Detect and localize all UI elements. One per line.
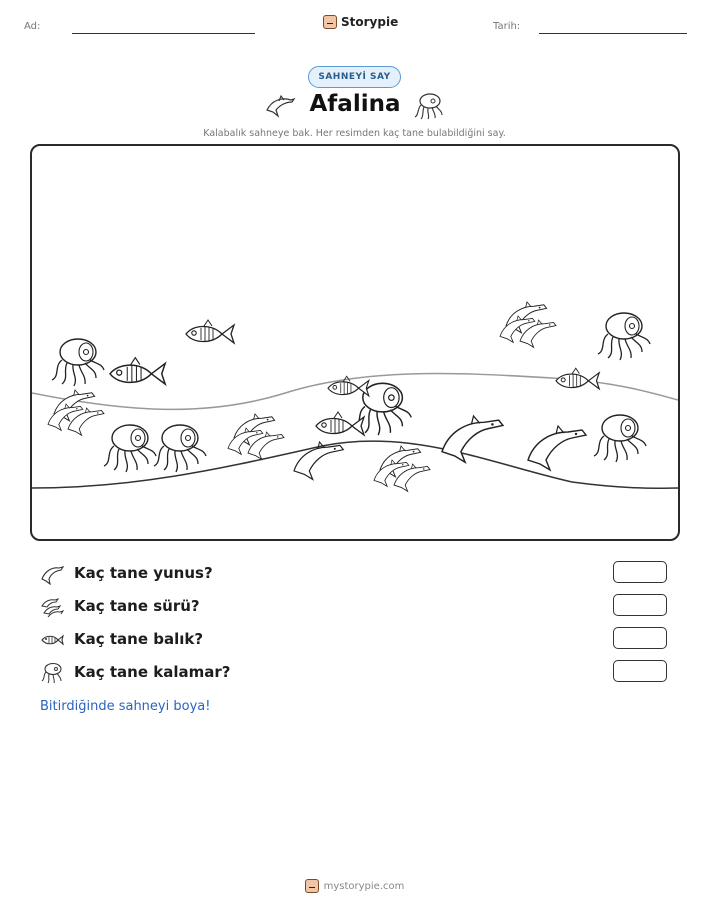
footer-url[interactable]: mystorypie.com bbox=[323, 880, 405, 892]
answer-box-squid[interactable] bbox=[613, 660, 667, 682]
answer-box-fish[interactable] bbox=[613, 627, 667, 649]
question-text: Kaç tane kalamar? bbox=[74, 663, 231, 681]
question-row-squid bbox=[40, 660, 680, 686]
answer-box-dolphin[interactable] bbox=[613, 561, 667, 583]
name-label: Ad: bbox=[24, 21, 41, 32]
date-line[interactable] bbox=[539, 33, 687, 34]
question-text: Kaç tane balık? bbox=[74, 630, 204, 648]
brand-logo bbox=[323, 15, 398, 29]
squid-icon bbox=[40, 662, 64, 684]
question-row-pod bbox=[40, 594, 680, 620]
date-label: Tarih: bbox=[493, 21, 521, 32]
question-row-dolphin bbox=[40, 561, 680, 587]
question-text: Kaç tane sürü? bbox=[74, 597, 200, 615]
page-title: Afalina bbox=[309, 91, 401, 117]
answer-box-pod[interactable] bbox=[613, 594, 667, 616]
brand-name: Storypie bbox=[341, 15, 399, 29]
footer bbox=[0, 879, 709, 893]
dolphin-pod-icon bbox=[40, 596, 64, 618]
instruction-text: Kalabalık sahneye bak. Her resimden kaç tane bulabildiğini say. bbox=[203, 128, 506, 139]
squid-icon bbox=[413, 91, 445, 121]
question-text: Kaç tane yunus? bbox=[74, 564, 213, 582]
storypie-logo-icon bbox=[323, 15, 337, 29]
storypie-logo-icon bbox=[305, 879, 319, 893]
dolphin-icon bbox=[264, 92, 296, 120]
fish-icon bbox=[40, 629, 64, 651]
name-line[interactable] bbox=[72, 33, 255, 34]
dolphin-icon bbox=[40, 563, 64, 585]
scene-illustration bbox=[32, 146, 678, 539]
question-row-fish bbox=[40, 627, 680, 653]
finish-note: Bitirdiğinde sahneyi boya! bbox=[40, 699, 211, 714]
counting-scene bbox=[30, 144, 680, 541]
activity-badge: SAHNEYİ SAY bbox=[308, 66, 401, 88]
